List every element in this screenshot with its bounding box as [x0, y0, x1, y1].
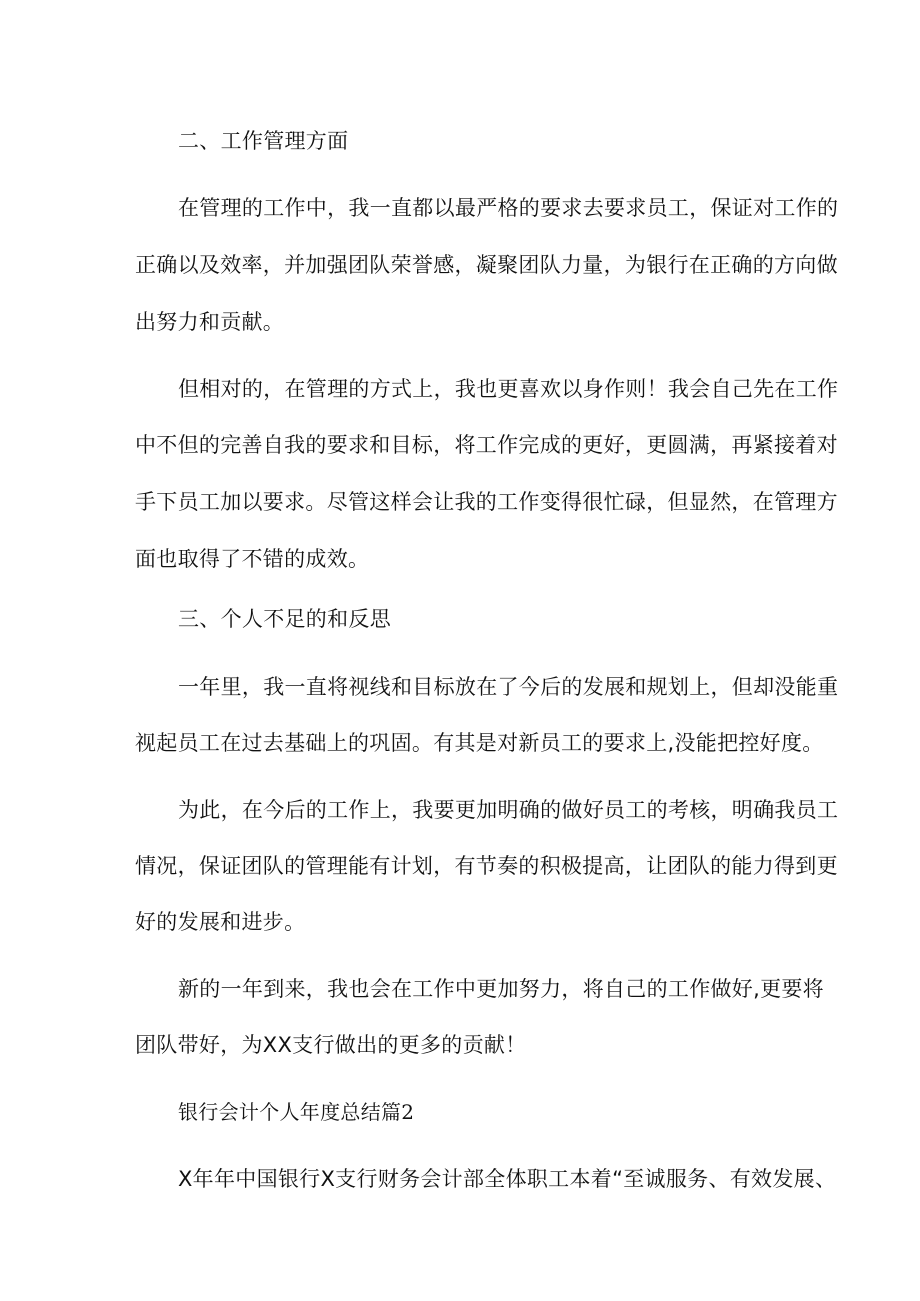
paragraph-line: 一年里，我一直将视线和目标放在了今后的发展和规划上，但却没能重 — [178, 675, 839, 699]
section-heading-management: 二、工作管理方面 — [178, 129, 349, 153]
paragraph-line: 中不但的完善自我的要求和目标，将工作完成的更好，更圆满，再紧接着对 — [135, 433, 838, 457]
paragraph-line: 视起员工在过去基础上的巩固。有其是对新员工的要求上,没能把控好度。 — [135, 731, 824, 755]
paragraph-line: 面也取得了不错的成效。 — [135, 547, 370, 571]
paragraph-line: 但相对的，在管理的方式上，我也更喜欢以身作则！我会自己先在工作 — [178, 377, 839, 401]
paragraph-line: 为此，在今后的工作上，我要更加明确的做好员工的考核，明确我员工 — [178, 798, 839, 822]
paragraph-line: 在管理的工作中，我一直都以最严格的要求去要求员工，保证对工作的 — [178, 196, 839, 220]
paragraph-line: 正确以及效率，并加强团队荣誉感，凝聚团队力量，为银行在正确的方向做 — [135, 253, 838, 277]
paragraph-line: 出努力和贡献。 — [135, 310, 285, 334]
paragraph-line: 手下员工加以要求。尽管这样会让我的工作变得很忙碌，但显然，在管理方 — [135, 490, 838, 514]
paragraph-line: 团队带好，为XX支行做出的更多的贡献！ — [135, 1033, 527, 1057]
paragraph-line: 好的发展和进步。 — [135, 910, 306, 934]
paragraph-line: 情况，保证团队的管理能有计划，有节奏的积极提高，让团队的能力得到更 — [135, 854, 838, 878]
paragraph-line: X年年中国银行X支行财务会计部全体职工本着“至诚服务、有效发展、 — [178, 1167, 837, 1191]
paragraph-line: 新的一年到来，我也会在工作中更加努力，将自己的工作做好,更要将 — [178, 977, 824, 1001]
section-subtitle: 银行会计个人年度总结篇2 — [178, 1100, 415, 1124]
section-heading-reflection: 三、个人不足的和反思 — [178, 607, 391, 631]
